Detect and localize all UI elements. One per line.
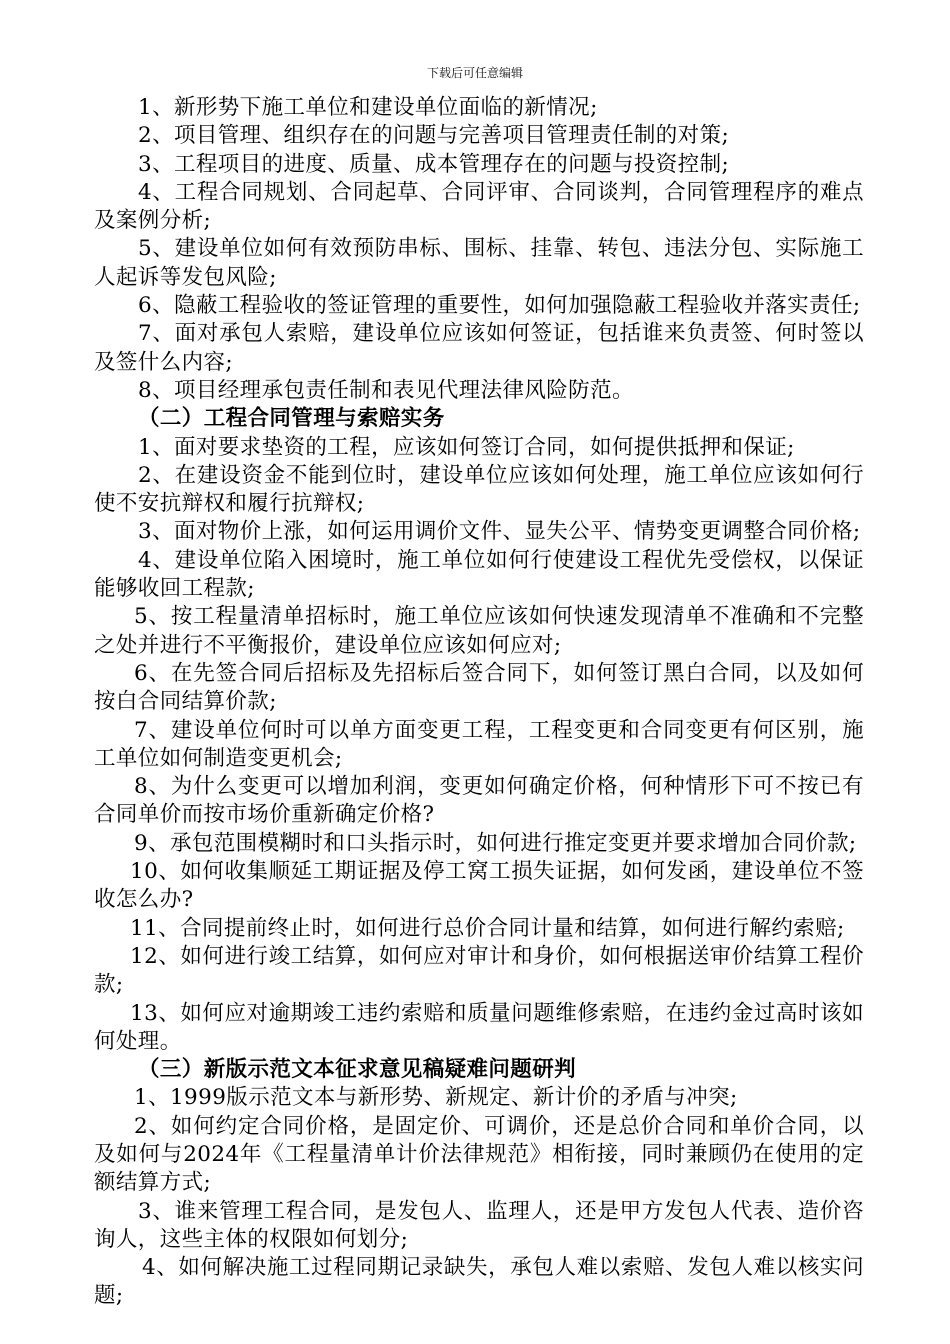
list-item: 5、建设单位如何有效预防串标、围标、挂靠、转包、违法分包、实际施工人起诉等发包风险; [94, 236, 864, 290]
list-item: 3、面对物价上涨，如何运用调价文件、显失公平、情势变更调整合同价格; [138, 519, 861, 545]
list-item: 11、合同提前终止时，如何进行总价合同计量和结算，如何进行解约索赔; [130, 915, 845, 941]
list-item: 8、为什么变更可以增加利润，变更如何确定价格，何种情形下可不按已有合同单价而按市场价重新确定价格? [94, 774, 864, 828]
list-item: 3、工程项目的进度、质量、成本管理存在的问题与投资控制; [138, 151, 730, 177]
list-item: 4、如何解决施工过程同期记录缺失，承包人难以索赔、发包人难以核实问题; [94, 1255, 864, 1309]
list-item: 5、按工程量清单招标时，施工单位应该如何快速发现清单不准确和不完整之处并进行不平衡报价，建设单位应该如何应对; [94, 604, 864, 658]
list-item: 6、在先签合同后招标及先招标后签合同下，如何签订黑白合同，以及如何按白合同结算价款; [94, 660, 864, 715]
section-heading: （二）工程合同管理与索赔实务 [138, 406, 445, 432]
list-item: 7、建设单位何时可以单方面变更工程，工程变更和合同变更有何区别，施工单位如何制造变更机会; [94, 717, 864, 771]
list-item: 1、面对要求垫资的工程，应该如何签订合同，如何提供抵押和保证; [138, 434, 795, 460]
list-item: 4、工程合同规划、合同起草、合同评审、合同谈判，合同管理程序的难点及案例分析; [94, 179, 864, 234]
list-item: 1、1999版示范文本与新形势、新规定、新计价的矛盾与冲突; [134, 1085, 738, 1111]
list-item: 2、项目管理、组织存在的问题与完善项目管理责任制的对策; [138, 123, 730, 149]
list-item: 13、如何应对逾期竣工违约索赔和质量问题维修索赔，在违约金过高时该如何处理。 [94, 1000, 864, 1054]
list-item: 1、新形势下施工单位和建设单位面临的新情况; [138, 95, 598, 120]
list-item: 9、承包范围模糊时和口头指示时，如何进行推定变更并要求增加合同价款; [134, 830, 857, 856]
list-item: 12、如何进行竣工结算，如何应对审计和身价，如何根据送审价结算工程价款; [94, 943, 864, 998]
list-item: 2、如何约定合同价格，是固定价、可调价，还是总价合同和单价合同，以及如何与2024年《工程量清单计价法律规范》相衔接，同时兼顾仍在使用的定额结算方式; [94, 1113, 864, 1196]
list-item: 6、隐蔽工程验收的签证管理的重要性，如何加强隐蔽工程验收并落实责任; [138, 293, 861, 319]
section-heading: （三）新版示范文本征求意见稿疑难问题研判 [138, 1057, 577, 1083]
list-item: 7、面对承包人索赔，建设单位应该如何签证，包括谁来负责签、何时签以及签什么内容; [94, 321, 864, 375]
document-body [94, 94, 864, 1311]
list-item: 4、建设单位陷入困境时，施工单位如何行使建设工程优先受偿权，以保证能够收回工程款; [94, 547, 864, 602]
page-header: 下载后可任意编辑 [426, 66, 523, 80]
list-item: 10、如何收集顺延工期证据及停工窝工损失证据，如何发函，建设单位不签收怎么办? [94, 859, 864, 913]
list-item: 2、在建设资金不能到位时，建设单位应该如何处理，施工单位应该如何行使不安抗辩权和履行抗辩权; [94, 462, 864, 517]
list-item: 3、谁来管理工程合同，是发包人、监理人，还是甲方发包人代表、造价咨询人，这些主体的权限如何划分; [94, 1198, 864, 1252]
list-item: 8、项目经理承包责任制和表见代理法律风险防范。 [138, 377, 634, 403]
